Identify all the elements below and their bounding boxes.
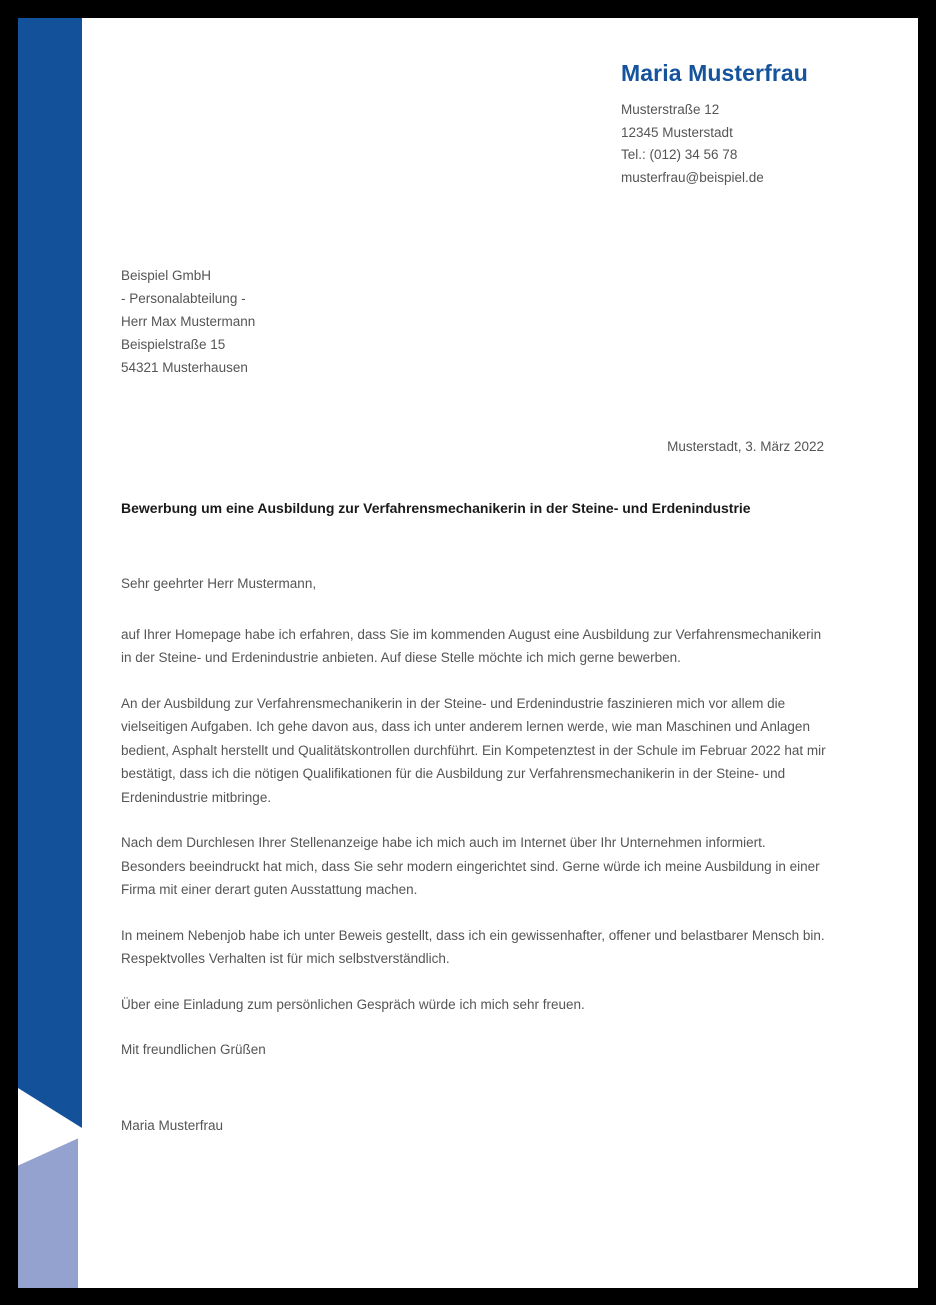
body-paragraph-5: Über eine Einladung zum persönlichen Gespräch würde ich mich sehr freuen. xyxy=(121,996,585,1012)
letter-page xyxy=(18,18,918,1288)
sender-phone: Tel.: (012) 34 56 78 xyxy=(621,147,738,162)
signature-name: Maria Musterfrau xyxy=(121,1117,224,1133)
recipient-company: Beispiel GmbH xyxy=(121,268,212,283)
body-paragraph-2: An der Ausbildung zur Verfahrensmechanikerin in der Steine- und Erdenindustrie faszinieren mich vor allem die vielseitigen Aufgaben. Ich gehe davon aus, dass ich unter anderem lernen werde, wie man Maschinen und Anlagen bedient, Asphalt herstellt und Qualitätskontrollen durchführt. Ein Kompetenztest in der Schule im Februar 2022 hat mir bestätigt, dass ich die nötigen Qualifikationen für die Ausbildung zur Verfahrensmechanikerin in der Steine- und Erdenindustrie mitbringe. xyxy=(121,695,826,805)
sender-street: Musterstraße 12 xyxy=(621,102,720,117)
dateline: Musterstadt, 3. März 2022 xyxy=(667,439,824,454)
sender-city: 12345 Musterstadt xyxy=(621,124,733,140)
salutation: Sehr geehrter Herr Mustermann, xyxy=(121,576,317,591)
letter-content xyxy=(18,18,918,1288)
recipient-block xyxy=(121,264,501,379)
recipient-street: Beispielstraße 15 xyxy=(121,337,226,352)
recipient-city: 54321 Musterhausen xyxy=(121,360,248,375)
subject-line: Bewerbung um eine Ausbildung zur Verfahrensmechanikerin in der Steine- und Erdenindustrie xyxy=(121,500,751,516)
recipient-department: - Personalabteilung - xyxy=(121,291,246,306)
body-paragraph-1: auf Ihrer Homepage habe ich erfahren, dass Sie im kommenden August eine Ausbildung zur Verfahrensmechanikerin in der Steine- und Erdenindustrie anbieten. Auf diese Stelle möchte ich mich gerne bewerben. xyxy=(121,626,822,665)
sender-block xyxy=(621,60,901,189)
closing-phrase: Mit freundlichen Grüßen xyxy=(121,1042,266,1057)
sender-name: Maria Musterfrau xyxy=(621,60,808,86)
recipient-contact: Herr Max Mustermann xyxy=(121,314,256,329)
letter-body xyxy=(121,572,831,1137)
body-paragraph-3: Nach dem Durchlesen Ihrer Stellenanzeige habe ich mich auch im Internet über Ihr Unternehmen informiert. Besonders beeindruckt hat mich, dass Sie sehr modern eingerichtet sind. Gerne würde ich meine Ausbildung in einer Firma mit einer derart guten Ausstattung machen. xyxy=(121,835,820,897)
sender-email: musterfrau@beispiel.de xyxy=(621,169,764,185)
body-paragraph-4: In meinem Nebenjob habe ich unter Beweis gestellt, dass ich ein gewissenhafter, offener und belastbarer Mensch bin. Respektvolles Verhalten ist für mich selbstverständlich. xyxy=(121,927,825,966)
